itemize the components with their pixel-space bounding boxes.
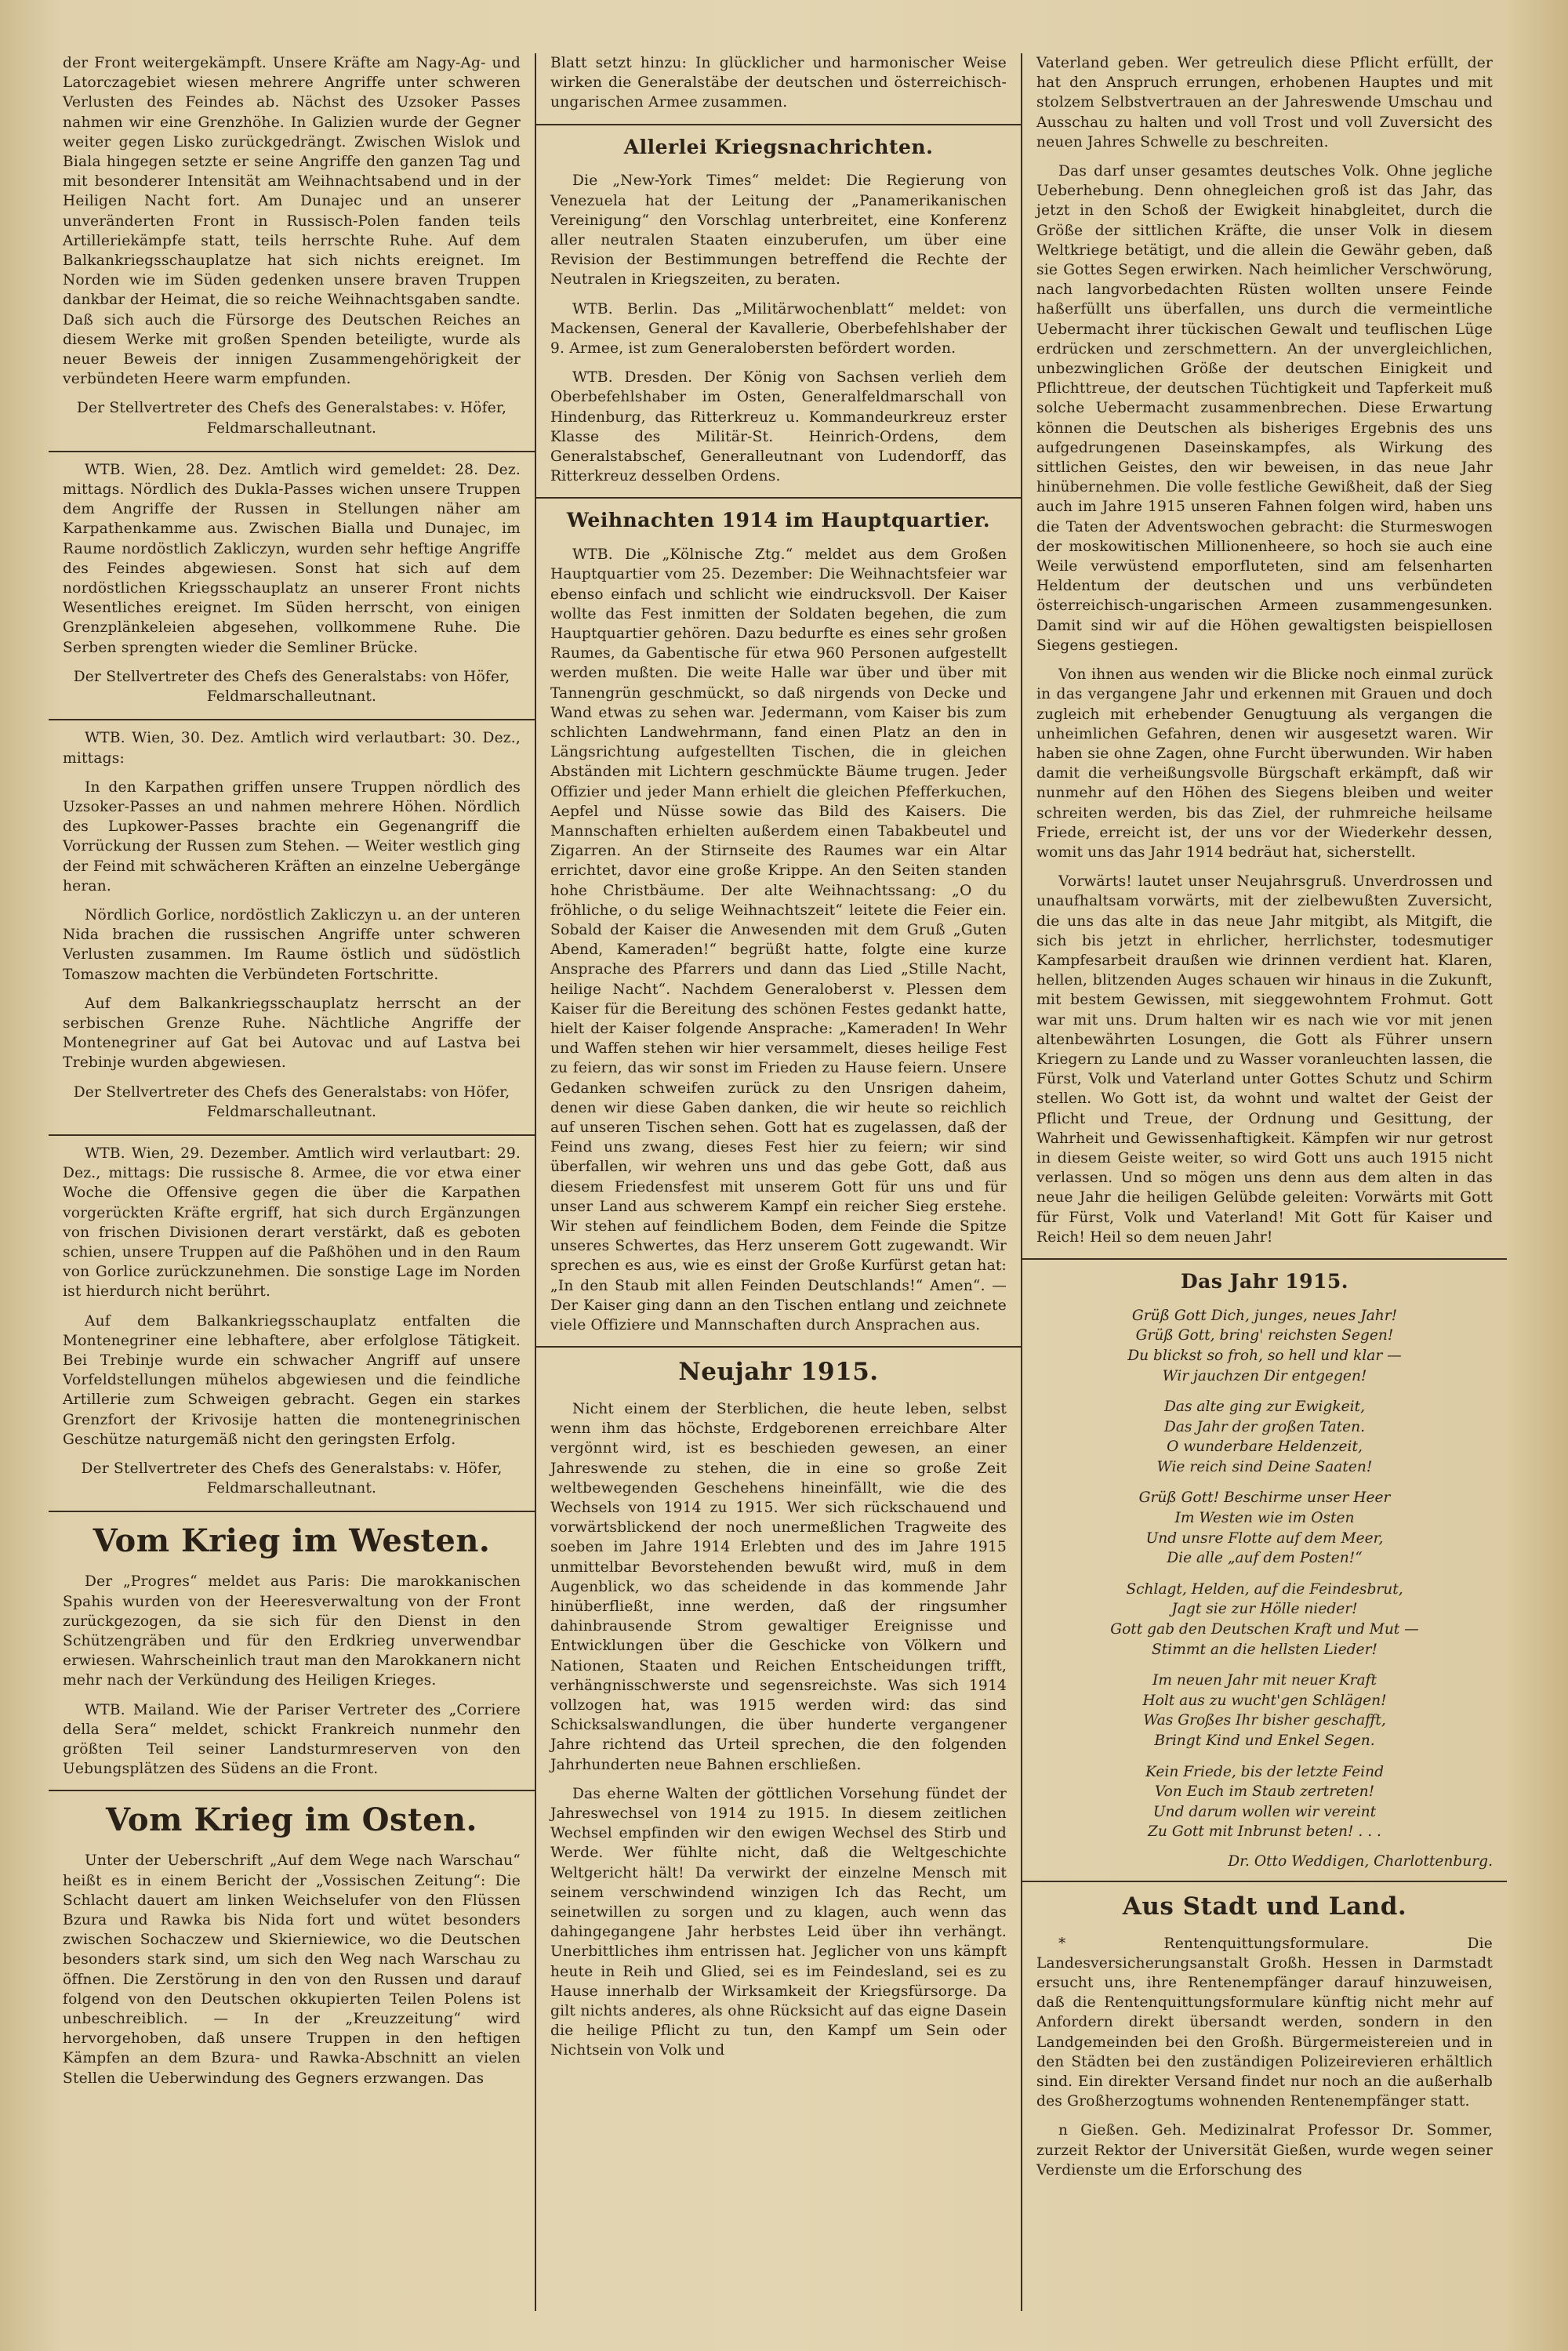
poem-stanza — [1036, 1306, 1493, 1386]
divider — [536, 124, 1021, 125]
poem-line: Zu Gott mit Inbrunst beten! . . . — [1148, 1823, 1381, 1841]
paragraph: Unter der Ueberschrift „Auf dem Wege nach Warschau“ heißt es in einem Bericht der „Vossischen Zeitung“: Die Schlacht dauert am linken Weichselufer von den Flüssen Bzura und Rawka bis Nida fort und wütet besonders zwischen Sochaczew und Skierniewice, wo die Deutschen besonders stark sind, um sich den Weg nach Warschau zu öffnen. Die Zerstörung in den von den Russen und darauf folgend von den Deutschen okkupierten Teilen Polens ist unbeschreiblich. — In der „Kreuzzeitung“ wird hervorgehoben, daß unsere Truppen in den heftigen Kämpfen an dem Bzura- und Rawka-Abschnitt an vielen Stellen die Ueberwindung des Gegners erzwangen. Das — [63, 1852, 521, 2087]
paragraph: WTB. Dresden. Der König von Sachsen verlieh dem Oberbefehlshaber im Osten, Generalfeldmarschall von Hindenburg, das Ritterkreuz u. Kommandeurkreuz erster Klasse des Militär-St. Heinrich-Ordens, dem Generalstabschef, Generalleutnant von Ludendorff, das Ritterkreuz desselben Ordens. — [550, 369, 1007, 485]
poem-line: Das alte ging zur Ewigkeit, — [1163, 1399, 1365, 1416]
paragraph: WTB. Mailand. Wie der Pariser Vertreter des „Corriere della Sera“ meldet, schickt Frankreich nunmehr den größten Teil seiner Landsturmreserven von den Uebungsplätzen des Südens an die Front. — [63, 1701, 521, 1778]
headline-jahr-1915: Das Jahr 1915. — [1180, 1269, 1349, 1293]
poem-line: Schlagt, Helden, auf die Feindesbrut, — [1126, 1580, 1403, 1598]
poem-stanza — [1036, 1397, 1493, 1477]
poem-stanza — [1036, 1488, 1493, 1568]
paragraph: Nördlich Gorlice, nordöstlich Zakliczyn u. an der unteren Nida brachen die russischen Angriffe unter schweren Verlusten zusammen. Im Raume östlich und südöstlich Tomaszow machten die Verbündeten Fortschritte. — [63, 906, 521, 983]
poem-line: Wie reich sind Deine Saaten! — [1156, 1458, 1373, 1475]
poem — [1036, 1306, 1493, 1842]
signature: Der Stellvertreter des Chefs des Generalstabs: v. Höfer, Feldmarschalleutnant. — [81, 1460, 503, 1497]
paragraph: Blatt setzt hinzu: In glücklicher und harmonischer Weise wirken die Generalstäbe der deutschen und österreichisch-ungarischen Armee zusammen. — [550, 55, 1007, 111]
poem-line: Und unsre Flotte auf dem Meer, — [1145, 1529, 1384, 1547]
divider — [1022, 1258, 1507, 1260]
paragraph: Von ihnen aus wenden wir die Blicke noch einmal zurück in das vergangene Jahr und erkennen mit Grauen und doch zugleich mit erhebender Genugtuung als vergangen die unheimlichen Gefahren, denen wir ausgesetzt waren. Wir haben sie ohne Zagen, ohne Furcht überwunden. Wir haben damit die verheißungsvolle Bürgschaft erkämpft, daß wir nunmehr auf den Höhen des Siegens bleiben und weiter schreiten werden, bis das Ziel, der ruhmreiche heilsame Friede, erreicht ist, der uns vor der Wiederkehr dessen, womit uns das Jahr 1914 bedräut hat, sicherstellt. — [1036, 666, 1493, 861]
signature: Der Stellvertreter des Chefs des Generalstabs: von Höfer, Feldmarschalleutnant. — [73, 668, 510, 706]
paragraph: Die „New-York Times“ meldet: Die Regierung von Venezuela hat der Leitung der „Panamerikanischen Vereinigung“ den Vorschlag unterbreitet, eine Konferenz aller neutralen Staaten einzuberufen, um über eine Revision der Bestimmungen betreffend die Rechte der Neutralen in Kriegszeiten, zu beraten. — [550, 172, 1007, 288]
divider — [49, 1790, 535, 1791]
poem-line: Jagt sie zur Hölle nieder! — [1171, 1601, 1358, 1618]
columns — [49, 53, 1521, 2311]
poem-line: Wir jauchzen Dir entgegen! — [1162, 1367, 1367, 1384]
signature: Der Stellvertreter des Chefs des Generalstabes: v. Höfer, Feldmarschalleutnant. — [76, 400, 507, 437]
headline-neujahr: Neujahr 1915. — [678, 1358, 879, 1387]
paragraph: Vorwärts! lautet unser Neujahrsgruß. Unverdrossen und unaufhaltsam vorwärts, mit der zielbewußten Zuversicht, die uns das alte in das neue Jahr mitgibt, als Mitgift, die sich bis jetzt in ehrlicher, herrlichster, todesmutiger Kampfesarbeit draußen wie drinnen verdient hat. Klaren, hellen, blitzenden Auges schauen wir hinaus in die Zukunft, mit bestem Gewissen, mit sieggewohntem Frohmut. Gott war mit uns. Drum halten wir es nach wie vor mit jenen altenbewährten Losungen, die Gott als Führer unsern Kriegern zu Lande und zu Wasser voranleuchten lassen, die Fürst, Volk und Vaterland unter Gottes Schutz und Schirm stellen. Wo Gott ist, da wohnt und waltet der Geist der Pflicht und Treue, der Ordnung und Gesittung, der Wahrheit und Gewissenhaftigkeit. Kämpfen wir nur getrost in diesem Geiste weiter, so wird Gott uns auch 1915 nicht verlassen. Und so mögen uns denn aus dem alten in das neue Jahr die heiligen Gelübde geleiten: Vorwärts mit Gott für Fürst, Volk und Vaterland! Mit Gott für Kaiser und Reich! Heil so dem neuen Jahr! — [1036, 873, 1493, 1246]
poem-stanza — [1036, 1671, 1493, 1751]
paragraph: der Front weitergekämpft. Unsere Kräfte am Nagy-Ag- und Latorczagebiet wiesen mehrere Angriffe unter schweren Verlusten des Feindes ab. Nächst des Uzsoker Passes nahmen wir eine Grenzhöhe. In Galizien wurde der Gegner weiter gegen Lisko zurückgedrängt. Zwischen Wislok und Biala hingegen setzte er seine Angriffe den ganzen Tag und mit besonderer Intensität am Weihnachtsabend und in der Heiligen Nacht fort. Am Dunajec und an unserer unveränderten Front in Russisch-Polen fanden teils Artilleriekämpfe statt, teils herrschte Ruhe. Auf dem Balkankriegsschauplatze hat sich nichts ereignet. Im Norden wie im Süden gedenken unsere braven Truppen dankbar der Heimat, die so reiche Weihnachtsgaben sandte. Daß sich auch die Fürsorge des Deutschen Reiches an diesem Werke mit großen Spenden beteiligte, wurde als neuer Beweis der innigen Zusammengehörigkeit der verbündeten Heere warm empfunden. — [63, 55, 521, 388]
headline-weihnachten: Weihnachten 1914 im Hauptquartier. — [566, 509, 991, 532]
headline-east: Vom Krieg im Osten. — [106, 1801, 477, 1839]
poem-line: Die alle „auf dem Posten!“ — [1167, 1550, 1363, 1567]
headline-west: Vom Krieg im Westen. — [93, 1522, 491, 1560]
poem-line: O wunderbare Heldenzeit, — [1167, 1439, 1363, 1456]
paragraph: * Rentenquittungsformulare. Die Landesversicherungsanstalt Großh. Hessen in Darmstadt ersucht uns, ihre Rentenempfänger darauf hinzuweisen, daß die Rentenquittungsformulare künftig nicht mehr auf Anfordern direkt übersandt werden, sondern in den Landgemeinden bei den Großh. Bürgermeistereien und in den Städten bei den zuständigen Polizeirevieren erhältlich sind. Ein direkter Versand findet nur noch an die außerhalb des Großherzogtums wohnenden Rentenempfänger statt. — [1036, 1935, 1493, 2110]
poem-line: Und darum wollen wir vereint — [1152, 1803, 1377, 1820]
poem-author: Dr. Otto Weddigen, Charlottenburg. — [1228, 1852, 1493, 1870]
paragraph: Vaterland geben. Wer getreulich diese Pflicht erfüllt, der hat den Anspruch errungen, erhobenen Hauptes und mit stolzem Selbstvertrauen an der Jahreswende Umschau und Ausschau zu halten und voll Trost und voll Zuversicht des neuen Jahres Schwelle zu beschreiten. — [1036, 55, 1493, 151]
column-2 — [535, 53, 1021, 2311]
paragraph: Nicht einem der Sterblichen, die heute leben, selbst wenn ihm das höchste, Erdgeborenen erreichbare Alter vergönnt wird, ist es beschieden gewesen, an einer Jahreswende zu stehen, die in eine so große Zeit weltbewegenden Geschehens hineinfällt, wie die des Wechsels von 1914 zu 1915. Wer sich rückschauend und vorwärtsblickend der noch unermeßlichen Tragweite des soeben im Jahre 1914 Erlebten und des im Jahre 1915 unmittelbar Bevorstehenden bewußt wird, muß in dem Augenblick, wo das scheidende in das kommende Jahr hinüberfließt, inne werden, daß der ringsumher dahinbrausende Strom gewaltiger Ereignisse und Entwicklungen über die Geschicke von Völkern und Nationen, Staaten und Reichen Entscheidungen trifft, verhängnisschwerste und segensreichste. Was sich 1914 vollzogen hat, was 1915 werden wird: das sind Schicksalswandlungen, die über hunderte vergangener Jahre richtend das Urteil sprechen, die den folgenden Jahrhunderten neue Bahnen erschließen. — [550, 1400, 1007, 1773]
paragraph: WTB. Wien, 29. Dezember. Amtlich wird verlautbart: 29. Dez., mittags: Die russische 8. Armee, die vor etwa einer Woche die Offensive gegen die über die Karpathen vorgerückten Kräfte ergriff, hat sich durch Ergänzungen von frischen Divisionen derart verstärkt, daß es geboten schien, unsere Truppen auf die Paßhöhen und in den Raum von Gorlice zurückzunehmen. Die sonstige Lage im Norden ist hierdurch nicht berührt. — [63, 1145, 521, 1301]
divider — [49, 719, 535, 720]
poem-line: Das Jahr der großen Taten. — [1163, 1418, 1366, 1435]
poem-line: Grüß Gott, bring' reichsten Segen! — [1135, 1327, 1394, 1344]
paragraph: Auf dem Balkankriegsschauplatz herrscht an der serbischen Grenze Ruhe. Nächtliche Angriffe der Montenegriner auf Gat bei Autovac und auf Lastva bei Trebinje wurden abgewiesen. — [63, 995, 521, 1072]
poem-line: Du blickst so froh, so hell und klar — — [1127, 1347, 1402, 1364]
column-1 — [49, 53, 535, 2311]
poem-line: Gott gab den Deutschen Kraft und Mut — — [1110, 1621, 1419, 1638]
divider — [536, 1346, 1021, 1348]
paragraph: Das eherne Walten der göttlichen Vorsehung fündet der Jahreswechsel von 1914 zu 1915. In diesem zeitlichen Wechsel empfinden wir den ewigen Wechsel des Stirb und Werde. Wer fühlte nicht, daß die Weltgeschichte Weltgericht hält! Da verwirkt der einzelne Mensch mit seinem verschwindend winzigen Ich das Recht, um seinetwillen zu sorgen und zu klagen, auch wenn das dahingegangene Jahr herbstes Leid über ihn verhängt. Unerbittliches ihm entrissen hat. Jeglicher von uns kämpft heute in Reih und Glied, sei es im Feindesland, sei es zu Hause innerhalb der Wirksamkeit der Kriegsfürsorge. Da gilt nichts anderes, als ohne Rücksicht auf das eigne Dasein die heilige Pflicht zu tun, den Kampf um Sein oder Nichtsein von Volk und — [550, 1785, 1007, 2059]
poem-line: Grüß Gott Dich, junges, neues Jahr! — [1131, 1307, 1398, 1324]
paragraph: In den Karpathen griffen unsere Truppen nördlich des Uzsoker-Passes an und nahmen mehrere Höhen. Nördlich des Lupkower-Passes brachte ein Gegenangriff die Vorrückung der Russen zum Stehen. — Weiter westlich ging der Feind mit schwächeren Kräften an einzelne Uebergänge heran. — [63, 778, 521, 894]
signature: Der Stellvertreter des Chefs des Generalstabs: von Höfer, Feldmarschalleutnant. — [73, 1083, 510, 1120]
poem-line: Was Großes Ihr bisher geschafft, — [1143, 1712, 1386, 1729]
paragraph: Das darf unser gesamtes deutsches Volk. Ohne jegliche Ueberhebung. Denn ohnegleichen groß ist das Jahr, das jetzt in den Schoß der Ewigkeit hinabgleitet, durch die Größe der sittlichen Kräfte, die unser Volk in diesem Weltkriege betätigt, und die allein die Gewähr geben, daß sie Gottes Segen erwirken. Nach heimlicher Verschwörung, nach langvorbedachten Rüsten wollten unsere Feinde haßerfüllt uns überfallen, uns durch die vermeintliche Uebermacht ihrer tückischen Gewalt und teuflischen Lüge erdrücken und zerschmettern. An der unvergleichlichen, unbezwinglichen Größe der deutschen Einigkeit und Pflichttreue, der deutschen Tüchtigkeit und Tapferkeit muß solche Uebermacht zusammenbrechen. Diese Erwartung können die Deutschen als bisheriges Ergebnis des uns aufgedrungenen Daseinskampfes, als Wirkung des sittlichen Geistes, den wir beweisen, in das neue Jahr hinübernehmen. Die volle festliche Gewißheit, daß der Sieg auch im Jahre 1915 unseren Fahnen folgen wird, haben uns die Taten der Adventswochen gebracht: die Sturmeswogen der moskowitischen Millionenheere, so hoch sie auch eine Weile verwüstend emporfluteten, sind am felsenharten Heldentum der deutschen und uns verbündeten österreichisch-ungarischen Armeen zusammengesunken. Damit sind wir auf die Höhen gewaltigsten beispiellosen Siegens gestiegen. — [1036, 163, 1493, 654]
poem-line: Grüß Gott! Beschirme unser Heer — [1138, 1489, 1391, 1507]
paragraph: n Gießen. Geh. Medizinalrat Professor Dr. Sommer, zurzeit Rektor der Universität Gießen, wurde wegen seiner Verdienste um die Erforschung des — [1036, 2122, 1493, 2179]
divider — [536, 497, 1021, 499]
paragraph: WTB. Die „Kölnische Ztg.“ meldet aus dem Großen Hauptquartier vom 25. Dezember: Die Weihnachtsfeier war ebenso einfach und schlicht wie eindrucksvoll. Der Kaiser wollte das Fest inmitten der Soldaten begehen, die zum Hauptquartier gehören. Dazu bedurfte es eines sehr großen Raumes, da Gabentische für etwa 960 Personen aufgestellt werden mußten. Die weite Halle war über und über mit Tannengrün geschmückt, so daß nirgends von Decke und Wand etwas zu sehen war. Jedermann, vom Kaiser bis zum schlichten Landwehrmann, fand einen Platz an den in Längsrichtung aufgestellten Tischen, die in gleichen Abständen mit Lichtern geschmückte Bäume trugen. Jeder Offizier und jeder Mann erhielt die gleichen Pfefferkuchen, Aepfel und Nüsse sowie das Bild des Kaisers. Die Mannschaften erhielten außerdem einen Tabakbeutel und Zigarren. An der Stirnseite des Raumes war ein Altar errichtet, davor eine große Krippe. An den Seiten standen hohe Christbäume. Der alte Weihnachtssang: „O du fröhliche, o du selige Weihnachtszeit“ leitete die Feier ein. Sobald der Kaiser die Anwesenden mit dem Gruß „Guten Abend, Kameraden!“ begrüßt hatte, folgte eine kurze Ansprache des Pfarrers und dann das Lied „Stille Nacht, heilige Nacht“. Nachdem Generaloberst v. Plessen dem Kaiser für die Bereitung des schönen Festes gedankt hatte, hielt der Kaiser folgende Ansprache: „Kameraden! In Wehr und Waffen stehen wir hier versammelt, dieses heilige Fest zu feiern, das wir sonst im Frieden zu Hause feiern. Unsere Gedanken schweifen zurück zu den Unsrigen daheim, denen wir diese Gaben danken, die wir heute so reichlich auf unseren Tischen sehen. Gott hat es zugelassen, daß der Feind uns zwang, dieses Fest hier zu feiern; wir sind überfallen, wir wehren uns und das gebe Gott, daß aus diesem Friedensfest mit unserem Gott für uns und für unser Land aus schwerem Kampf ein reicher Sieg erstehe. Wir stehen auf feindlichem Boden, dem Feinde die Spitze unseres Schwertes, das Herz unserem Gott zugewandt. Wir sprechen es aus, wie es einst der Große Kurfürst getan hat: „In den Staub mit allen Feinden Deutschlands!“ Amen“. — Der Kaiser ging dann an den Tischen entlang und zeichnete viele Offiziere und Mannschaften durch Ansprachen aus. — [550, 546, 1007, 1334]
paragraph: Der „Progres“ meldet aus Paris: Die marokkanischen Spahis wurden von der Heeresverwaltung von der Front zurückgezogen, da sie sich für den Dienst in den Schützengräben und für den Erdkrieg unverwendbar erwiesen. Wahrscheinlich traut man den Marokkanern nicht mehr nach der Verkündung des Heiligen Krieges. — [63, 1573, 521, 1689]
poem-line: Von Euch im Staub zertreten! — [1154, 1783, 1375, 1801]
column-3 — [1021, 53, 1507, 2311]
poem-line: Im Westen wie im Osten — [1174, 1510, 1355, 1527]
headline-allerlei: Allerlei Kriegsnachrichten. — [623, 135, 934, 158]
poem-line: Bringt Kind und Enkel Segen. — [1154, 1732, 1375, 1750]
poem-line: Im neuen Jahr mit neuer Kraft — [1152, 1672, 1377, 1689]
poem-line: Holt aus zu wucht'gen Schlägen! — [1142, 1692, 1387, 1709]
poem-stanza — [1036, 1580, 1493, 1660]
paragraph: WTB. Wien, 28. Dez. Amtlich wird gemeldet: 28. Dez. mittags. Nördlich des Dukla-Passes wichen unsere Truppen dem Angriffe der Russen in Stellungen näher am Karpathenkamme aus. Zwischen Bialla und Dunajec, im Raume nordöstlich Zakliczyn, wurden sehr heftige Angriffe des Feindes abgewiesen. Sonst hat sich auf dem nordöstlichen Kriegsschauplatz an unserer Front nichts Wesentliches ereignet. Im Süden herrscht, von einigen Grenzplänkeleien abgesehen, vollkommene Ruhe. Die Serben sprengten wieder die Semliner Brücke. — [63, 461, 521, 656]
poem-stanza — [1036, 1762, 1493, 1842]
divider — [49, 451, 535, 452]
divider — [49, 1511, 535, 1512]
paragraph: WTB. Wien, 30. Dez. Amtlich wird verlautbart: 30. Dez., mittags: — [63, 730, 521, 767]
poem-line: Stimmt an die hellsten Lieder! — [1152, 1641, 1377, 1658]
poem-line: Kein Friede, bis der letzte Feind — [1145, 1763, 1385, 1780]
paragraph: WTB. Berlin. Das „Militärwochenblatt“ meldet: von Mackensen, General der Kavallerie, Oberbefehlshaber der 9. Armee, ist zum Generalobersten befördert worden. — [550, 300, 1007, 357]
headline-stadt-land: Aus Stadt und Land. — [1122, 1892, 1407, 1921]
divider — [49, 1134, 535, 1136]
paragraph: Auf dem Balkankriegsschauplatz entfalten die Montenegriner eine lebhaftere, aber erfolglose Tätigkeit. Bei Trebinje wurde ein schwacher Angriff auf unsere Vorfeldstellungen mühelos abgewiesen und die feindliche Artillerie zum Schweigen gebracht. Gegen ein starkes Grenzfort der Krivosije hatten die montenegrinischen Geschütze naturgemäß nicht den geringsten Erfolg. — [63, 1312, 521, 1448]
divider — [1022, 1881, 1507, 1882]
